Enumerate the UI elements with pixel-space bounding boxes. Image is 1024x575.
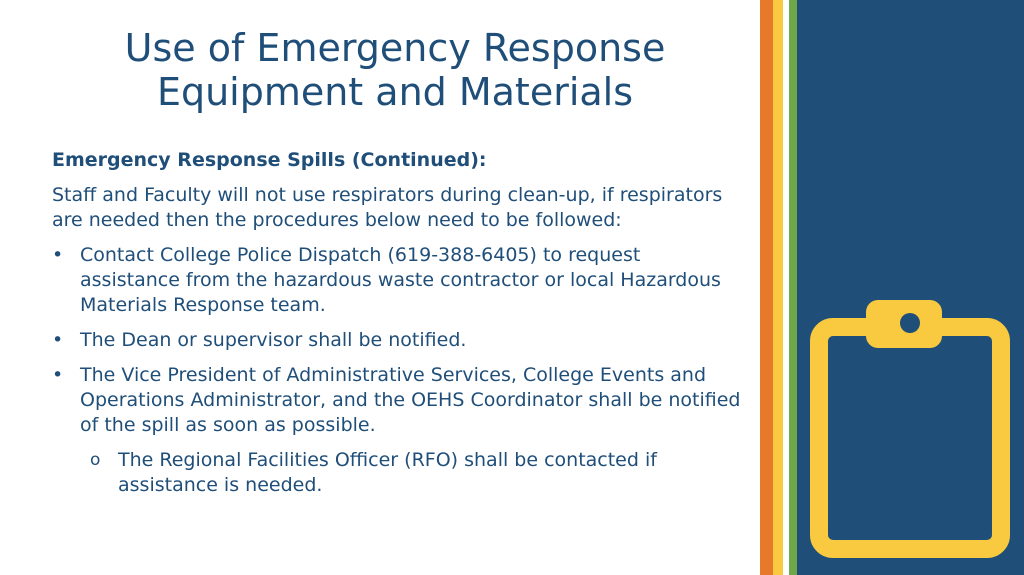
slide-body (52, 148, 742, 498)
green-stripe (789, 0, 797, 575)
bullet-list (52, 243, 742, 438)
yellow-stripe (773, 0, 783, 575)
bullet-item (52, 328, 742, 353)
bullet-text: The Vice President of Administrative Services, College Events and Operations Administrator, and the OEHS Coordinator shall be notified of the spill as soon as possible. (80, 364, 741, 436)
intro-paragraph: Staff and Faculty will not use respirators during clean-up, if respirators are needed then the procedures below need to be followed: (52, 184, 723, 231)
bullet-text: The Dean or supervisor shall be notified. (80, 329, 467, 351)
bullet-marker: • (52, 329, 64, 351)
bullet-marker: • (52, 244, 64, 266)
title-line-2: Equipment and Materials (156, 70, 634, 114)
sub-bullet-marker: o (90, 450, 101, 470)
clipboard-icon (810, 300, 1010, 558)
section-subheading: Emergency Response Spills (Continued): (52, 149, 487, 171)
bullet-item (52, 363, 742, 438)
bullet-marker: • (52, 364, 64, 386)
sub-bullet-item (52, 448, 742, 498)
title-line-1: Use of Emergency Response (124, 26, 666, 70)
sub-bullet-list (52, 448, 742, 498)
slide-title (40, 26, 750, 114)
bullet-text: Contact College Police Dispatch (619-388-6405) to request assistance from the hazardous waste contractor or local Hazardous Materials Response team. (80, 244, 721, 316)
bullet-item (52, 243, 742, 318)
sub-bullet-text: The Regional Facilities Officer (RFO) shall be contacted if assistance is needed. (118, 449, 657, 496)
orange-stripe (760, 0, 773, 575)
